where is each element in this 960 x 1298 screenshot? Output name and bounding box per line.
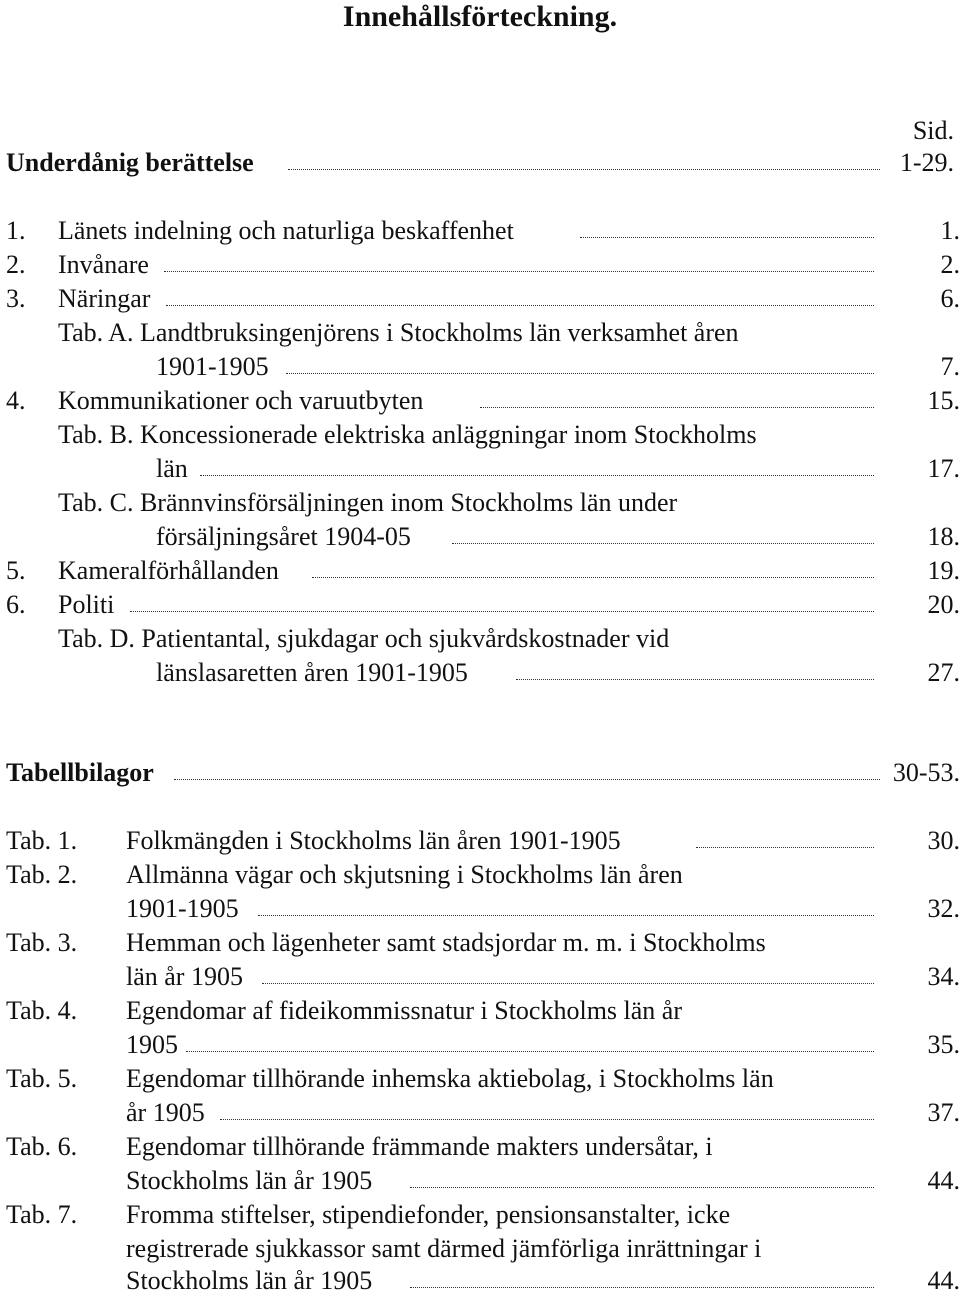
entry-number: 1. <box>6 214 26 248</box>
dot-leader <box>258 915 874 916</box>
dot-leader <box>410 1287 874 1288</box>
entry-label-continued: försäljningsåret 1904-05 <box>156 520 411 554</box>
entry-number: 5. <box>6 554 26 588</box>
dot-leader <box>288 169 880 170</box>
toc-entry-chapter-4[interactable] <box>6 384 960 418</box>
entry-label-continued: Stockholms län år 1905 <box>126 1164 372 1198</box>
dot-leader <box>166 305 874 306</box>
toc-entry-chapter-3[interactable] <box>6 282 960 316</box>
entry-label-continued: registrerade sjukkassor samt därmed jämförliga inrättningar i <box>126 1232 761 1266</box>
entry-number: 6. <box>6 588 26 622</box>
toc-entry-tab-3[interactable] <box>6 926 960 994</box>
dot-leader <box>186 1051 874 1052</box>
dot-leader <box>696 847 874 848</box>
entry-page: 44. <box>928 1164 960 1198</box>
toc-entry-table-c[interactable] <box>6 486 960 554</box>
entry-label: Fromma stiftelser, stipendiefonder, pensionsanstalter, icke <box>126 1198 730 1232</box>
dot-leader <box>200 475 874 476</box>
entry-page: 44. <box>928 1264 960 1298</box>
entry-number: Tab. 5. <box>6 1062 77 1096</box>
entry-page: 30-53. <box>893 756 960 790</box>
entry-label: Politi <box>58 588 114 622</box>
toc-entry-tab-5[interactable] <box>6 1062 960 1130</box>
entry-number: Tab. 6. <box>6 1130 77 1164</box>
entry-page: 35. <box>928 1028 960 1062</box>
dot-leader <box>410 1187 874 1188</box>
entry-label: Egendomar tillhörande inhemska aktiebolag, i Stockholms län <box>126 1062 774 1096</box>
page-column-label: Sid. <box>913 114 954 148</box>
entry-number: 2. <box>6 248 26 282</box>
toc-entry-chapter-5[interactable] <box>6 554 960 588</box>
entry-label: Egendomar af fideikommissnatur i Stockholms län år <box>126 994 682 1028</box>
entry-number: Tab. 2. <box>6 858 77 892</box>
entry-page: 1-29. <box>900 146 954 180</box>
entry-label: Invånare <box>58 248 149 282</box>
entry-number: 3. <box>6 282 26 316</box>
entry-label: Kameralförhållanden <box>58 554 279 588</box>
entry-page: 1. <box>941 214 960 248</box>
entry-label: Tab. D. Patientantal, sjukdagar och sjukvårdskostnader vid <box>58 622 669 656</box>
entry-label: Länets indelning och naturliga beskaffenhet <box>58 214 514 248</box>
entry-label: Allmänna vägar och skjutsning i Stockholms län åren <box>126 858 683 892</box>
toc-entry-tab-1[interactable] <box>6 824 960 858</box>
entry-page: 20. <box>928 588 960 622</box>
dot-leader <box>580 237 874 238</box>
dot-leader <box>516 679 874 680</box>
entry-label: Näringar <box>58 282 150 316</box>
dot-leader <box>312 577 874 578</box>
entry-label: Tab. B. Koncessionerade elektriska anläggningar inom Stockholms <box>58 418 757 452</box>
entry-label-continued: län <box>156 452 188 486</box>
toc-entry-tab-4[interactable] <box>6 994 960 1062</box>
toc-entry-chapter-1[interactable] <box>6 214 960 248</box>
entry-page: 34. <box>928 960 960 994</box>
dot-leader <box>286 373 874 374</box>
toc-entry-tab-6[interactable] <box>6 1130 960 1198</box>
dot-leader <box>130 611 874 612</box>
entry-label: Kommunikationer och varuutbyten <box>58 384 423 418</box>
entry-page: 37. <box>928 1096 960 1130</box>
page-title: Innehållsförteckning. <box>0 0 960 34</box>
entry-page: 19. <box>928 554 960 588</box>
dot-leader <box>174 779 880 780</box>
entry-page: 15. <box>928 384 960 418</box>
entry-label: Egendomar tillhörande främmande makters undersåtar, i <box>126 1130 713 1164</box>
toc-entry-tab-7[interactable] <box>6 1198 960 1294</box>
entry-page: 2. <box>941 248 960 282</box>
dot-leader <box>220 1119 874 1120</box>
entry-page: 17. <box>928 452 960 486</box>
dot-leader <box>480 407 874 408</box>
entry-label-continued: år 1905 <box>126 1096 205 1130</box>
entry-label: Tabellbilagor <box>6 756 154 790</box>
entry-label-continued: länslasaretten åren 1901-1905 <box>156 656 468 690</box>
entry-page: 27. <box>928 656 960 690</box>
entry-label: Tab. C. Brännvinsförsäljningen inom Stockholms län under <box>58 486 677 520</box>
entry-number: Tab. 7. <box>6 1198 77 1232</box>
toc-entry-chapter-2[interactable] <box>6 248 960 282</box>
toc-entry-chapter-6[interactable] <box>6 588 960 622</box>
entry-page: 30. <box>928 824 960 858</box>
entry-label: Folkmängden i Stockholms län åren 1901-1905 <box>126 824 621 858</box>
entry-page: 18. <box>928 520 960 554</box>
dot-leader <box>262 983 874 984</box>
toc-entry-main[interactable] <box>6 146 954 180</box>
entry-page: 7. <box>941 350 960 384</box>
toc-entry-table-a[interactable] <box>6 316 960 384</box>
toc-entry-table-b[interactable] <box>6 418 960 486</box>
entry-number: Tab. 3. <box>6 926 77 960</box>
entry-label-continued: län år 1905 <box>126 960 243 994</box>
entry-number: Tab. 4. <box>6 994 77 1028</box>
entry-label-continued: Stockholms län år 1905 <box>126 1264 372 1298</box>
entry-number: Tab. 1. <box>6 824 77 858</box>
entry-number: 4. <box>6 384 26 418</box>
entry-label: Tab. A. Landtbruksingenjörens i Stockholms län verksamhet åren <box>58 316 739 350</box>
entry-page: 32. <box>928 892 960 926</box>
dot-leader <box>452 543 874 544</box>
toc-entry-tab-2[interactable] <box>6 858 960 926</box>
entry-label-continued: 1901-1905 <box>156 350 269 384</box>
entry-label: Underdånig berättelse <box>6 146 254 180</box>
toc-entry-table-d[interactable] <box>6 622 960 690</box>
toc-entry-appendix[interactable] <box>6 756 960 790</box>
dot-leader <box>164 271 874 272</box>
entry-page: 6. <box>941 282 960 316</box>
entry-label-continued: 1905 <box>126 1028 178 1062</box>
entry-label: Hemman och lägenheter samt stadsjordar m. m. i Stockholms <box>126 926 766 960</box>
entry-label-continued: 1901-1905 <box>126 892 239 926</box>
